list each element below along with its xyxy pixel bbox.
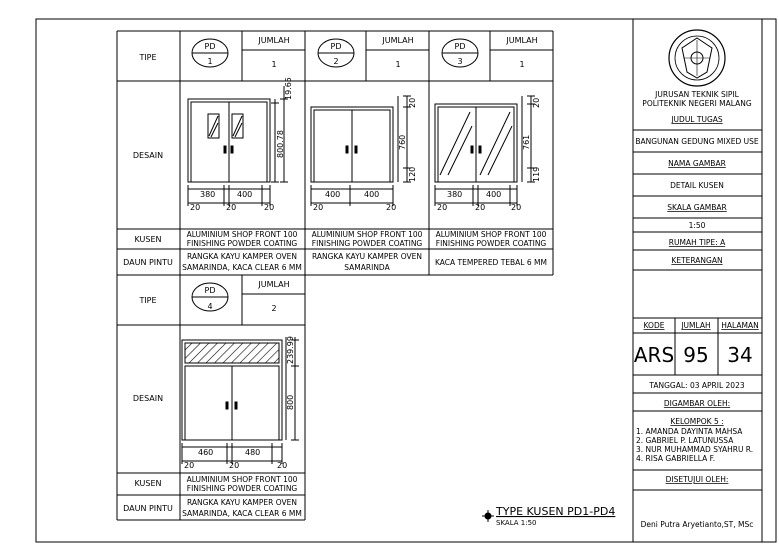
type-code: PD [204, 286, 216, 295]
row-label-kusen: KUSEN [134, 235, 162, 244]
dept-name: JURUSAN TEKNIK SIPIL [655, 90, 739, 99]
door-elevation-pd1 [188, 86, 288, 206]
type-code: PD [454, 42, 466, 51]
dim-small-1-pd4: 20 [184, 461, 195, 470]
member-1: 1. AMANDA DAYINTA MAHSA [636, 427, 743, 436]
type-code: PD [330, 42, 342, 51]
dim-small-3-pd4: 20 [277, 461, 288, 470]
kusen-spec-pd1: ALUMINIUM SHOP FRONT 100 [186, 230, 298, 239]
dim-height-top-pd3: 20 [532, 97, 541, 108]
jumlah-value: 1 [519, 60, 525, 69]
dim-height-bottom-pd2: 120 [408, 166, 417, 182]
disetujui-label: DISETUJUI OLEH: [665, 475, 729, 484]
university-logo-icon [669, 30, 725, 86]
type-code: PD [204, 42, 216, 51]
kusen-spec-pd4: ALUMINIUM SHOP FRONT 100 [186, 475, 298, 484]
dim-small-3-pd2: 20 [386, 203, 397, 212]
row-label-tipe-2: TIPE [139, 296, 157, 305]
dim-small-2-pd1: 20 [226, 203, 237, 212]
drawing-title: TYPE KUSEN PD1-PD4 [496, 505, 616, 518]
row-label-daun-pintu-2: DAUN PINTU [123, 504, 173, 513]
member-2: 2. GABRIEL P. LATUNUSSA [636, 436, 734, 445]
row-label-desain: DESAIN [132, 151, 164, 160]
door-elevation-pd4 [182, 337, 299, 464]
jumlah-value: 1 [271, 60, 277, 69]
kusen-finish-pd1: FINISHING POWDER COATING [186, 239, 298, 248]
drawing-scale: SKALA 1:50 [496, 519, 537, 527]
dim-width-left-pd4: 460 [198, 448, 214, 457]
crosshair-icon [482, 510, 494, 522]
jumlah-label: JUMLAH [258, 280, 290, 289]
dim-height-main-pd3: 761 [522, 134, 531, 150]
dim-width-right-pd2: 400 [364, 190, 380, 199]
tanggal: TANGGAL: 03 APRIL 2023 [649, 381, 745, 390]
daun-spec-pd3: KACA TEMPERED TEBAL 6 MM [435, 258, 547, 267]
dim-width-right-pd4: 480 [245, 448, 261, 457]
row-label-kusen-2: KUSEN [134, 479, 162, 488]
jumlah-value: 1 [395, 60, 401, 69]
row-label-desain-2: DESAIN [132, 394, 164, 403]
jumlah-label: JUMLAH [258, 36, 290, 45]
type-badge-pd1 [192, 39, 228, 67]
daun-spec2-pd2: SAMARINDA [344, 263, 390, 272]
keterangan-label: KETERANGAN [671, 256, 723, 265]
type-badge-pd4 [192, 283, 228, 311]
type-badge-pd3 [442, 39, 478, 67]
nama-gambar-value: DETAIL KUSEN [670, 181, 724, 190]
member-3: 3. NUR MUHAMMAD SYAHRU R. [636, 445, 754, 454]
dim-small-1-pd3: 20 [437, 203, 448, 212]
dim-small-1-pd1: 20 [190, 203, 201, 212]
dim-height-top-pd4: 239.99 [286, 336, 295, 364]
nama-gambar-label: NAMA GAMBAR [668, 159, 726, 168]
dim-small-2-pd4: 20 [229, 461, 240, 470]
dim-width-left-pd3: 380 [447, 190, 463, 199]
jumlah-label-tb: JUMLAH [681, 321, 711, 330]
dim-height-main-pd2: 760 [398, 134, 407, 150]
halaman-label: HALAMAN [721, 321, 759, 330]
dim-width-left-pd1: 380 [200, 190, 216, 199]
member-4: 4. RISA GABRIELLA F. [636, 454, 716, 463]
dim-width-left-pd2: 400 [325, 190, 341, 199]
dim-small-2-pd3: 20 [475, 203, 486, 212]
type-number: 1 [207, 57, 213, 66]
dim-width-right-pd1: 400 [237, 190, 253, 199]
judul-label: JUDUL TUGAS [671, 115, 723, 124]
kusen-finish-pd4: FINISHING POWDER COATING [186, 484, 298, 493]
kelompok-label: KELOMPOK 5 : [670, 417, 724, 426]
daun-spec-pd2: RANGKA KAYU KAMPER OVEN [311, 252, 423, 261]
row-label-tipe: TIPE [139, 53, 157, 62]
dim-small-3-pd3: 20 [511, 203, 522, 212]
judul-value: BANGUNAN GEDUNG MIXED USE [635, 137, 759, 146]
jumlah-value-tb: 95 [683, 343, 709, 367]
dim-small-1-pd2: 20 [313, 203, 324, 212]
type-number: 3 [457, 57, 463, 66]
type-badge-pd2 [318, 39, 354, 67]
dim-height-main-pd1: 800.78 [276, 130, 285, 158]
skala-gambar-label: SKALA GAMBAR [667, 203, 727, 212]
dim-height-bottom-pd3: 119 [532, 166, 541, 182]
type-number: 4 [207, 302, 213, 311]
drawing-title-block [482, 505, 615, 527]
dim-height-top-pd1: 19.65 [284, 77, 293, 100]
jumlah-label: JUMLAH [382, 36, 414, 45]
skala-gambar-value: 1:50 [688, 221, 706, 230]
type-number: 2 [333, 57, 339, 66]
kusen-finish-pd3: FINISHING POWDER COATING [435, 239, 547, 248]
dim-width-right-pd3: 400 [486, 190, 502, 199]
rumah-tipe: RUMAH TIPE: A [668, 238, 726, 247]
dim-small-3-pd1: 20 [264, 203, 275, 212]
halaman-value: 34 [727, 343, 753, 367]
daun-spec-pd1: RANGKA KAYU KAMPER OVEN [186, 252, 298, 261]
dim-height-main-pd4: 800 [286, 394, 295, 410]
daun-spec2-pd4: SAMARINDA, KACA CLEAR 6 MM [182, 509, 302, 518]
kusen-spec-pd3: ALUMINIUM SHOP FRONT 100 [435, 230, 547, 239]
jumlah-label: JUMLAH [506, 36, 538, 45]
daun-spec-pd4: RANGKA KAYU KAMPER OVEN [186, 498, 298, 507]
dim-height-top-pd2: 20 [408, 97, 417, 108]
digambar-label: DIGAMBAR OLEH: [663, 399, 731, 408]
kusen-finish-pd2: FINISHING POWDER COATING [311, 239, 423, 248]
daun-spec2-pd1: SAMARINDA, KACA CLEAR 6 MM [182, 263, 302, 272]
kode-label: KODE [643, 321, 665, 330]
approver-name: Deni Putra Aryetianto,ST, MSc [640, 520, 754, 529]
row-label-daun-pintu: DAUN PINTU [123, 258, 173, 267]
kode-value: ARS [633, 343, 675, 367]
jumlah-value: 2 [271, 304, 277, 313]
kusen-spec-pd2: ALUMINIUM SHOP FRONT 100 [311, 230, 423, 239]
institution-name: POLITEKNIK NEGERI MALANG [642, 99, 752, 108]
